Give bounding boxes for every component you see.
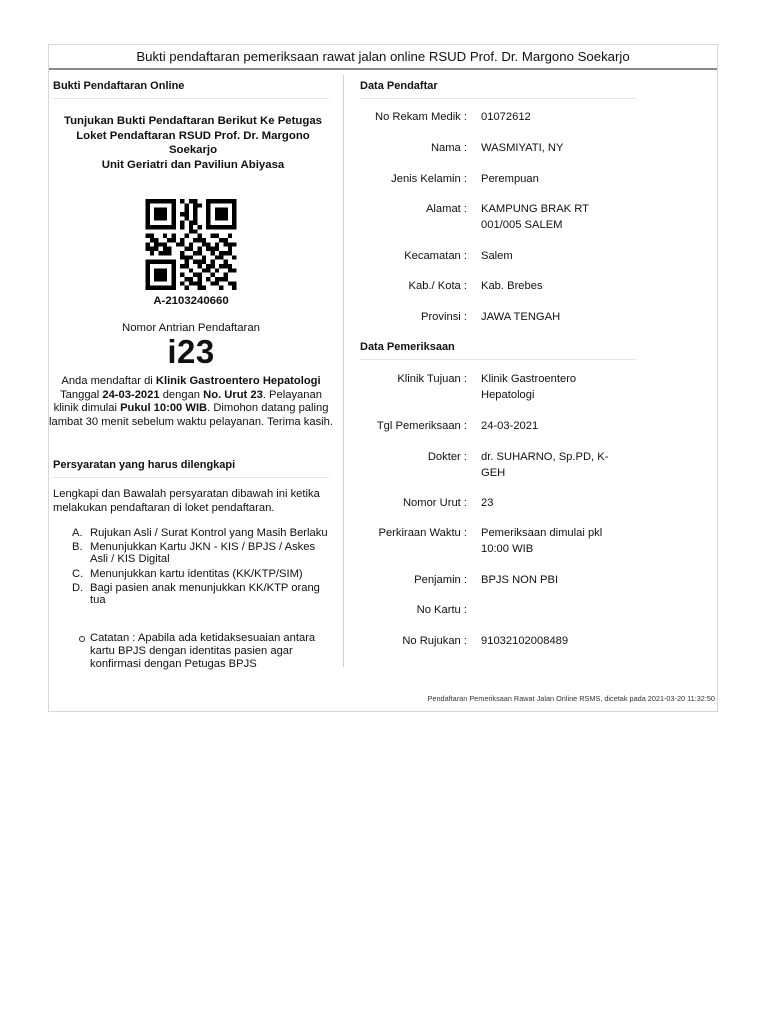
requirement-item [53, 527, 333, 539]
field-label: Perkiraan Waktu : [378, 527, 467, 539]
instruction-text: Tunjukan Bukti Pendaftaran Berikut Ke Petugas Loket Pendaftaran RSUD Prof. Dr. Margono Soekarjo [63, 115, 323, 156]
field-label: Nama : [430, 142, 467, 154]
item-text: Menunjukkan Kartu JKN - KIS / BPJS / Askes Asli / KIS Digital [90, 541, 316, 566]
section-title-requirements: Persyaratan yang harus dilengkapi [53, 459, 236, 471]
requirements-list [53, 527, 333, 606]
unit-name: Unit Geriatri dan Paviliun Abiyasa [101, 158, 285, 171]
field-label: Dokter : [427, 451, 467, 463]
field-label: No Rujukan : [402, 635, 467, 647]
order-number: No. Urut 23 [203, 388, 263, 401]
field-value: 91032102008489 [481, 635, 569, 647]
qr-code-icon [144, 199, 238, 290]
document-title: Bukti pendaftaran pemeriksaan rawat jalan online RSUD Prof. Dr. Margono Soekarjo [136, 49, 630, 64]
registration-receipt [48, 44, 718, 712]
field-label: Klinik Tujuan : [397, 373, 467, 385]
section-divider [53, 98, 329, 99]
exam-date: 24-03-2021 [102, 388, 160, 401]
field-value: 24-03-2021 [481, 420, 539, 432]
instruction-block [55, 114, 331, 172]
field-value: Pemeriksaan dimulai pkl 10:00 WIB [481, 527, 603, 555]
field-value: BPJS NON PBI [481, 574, 559, 586]
item-letter: C. [72, 567, 84, 580]
field-value: 01072612 [481, 111, 531, 123]
section-divider [53, 477, 329, 478]
field-label: Jenis Kelamin : [391, 173, 467, 185]
requirements-intro: Lengkapi dan Bawalah persyaratan dibawah ini ketika melakukan pendaftaran di loket pendaftaran. [53, 488, 320, 514]
requirements-note [53, 632, 333, 671]
field-value: 23 [481, 497, 494, 509]
item-letter: A. [72, 527, 83, 539]
clinic-name: Klinik Gastroentero Hepatologi [155, 375, 321, 387]
text: Anda mendaftar di [61, 375, 156, 387]
item-text: Bagi pasien anak menunjukkan KK/KTP orang tua [90, 581, 320, 607]
section-title-registrant: Data Pendaftar [360, 80, 438, 92]
field-value: dr. SUHARNO, Sp.PD, K-GEH [481, 451, 609, 479]
text: . Dimohon datang paling lambat 30 menit sebelum waktu pelayanan. Terima kasih. [49, 402, 333, 428]
section-divider [360, 359, 637, 360]
field-label: No Rekam Medik : [374, 111, 467, 123]
requirement-item [53, 541, 333, 565]
field-value: Klinik Gastroentero Hepatologi [481, 373, 577, 401]
field-label: Tgl Pemeriksaan : [376, 420, 467, 432]
section-title-examination: Data Pemeriksaan [360, 341, 455, 353]
field-value: JAWA TENGAH [481, 311, 561, 323]
field-label: No Kartu : [416, 604, 467, 616]
field-label: Kab./ Kota : [408, 280, 467, 292]
circle-bullet-icon [79, 636, 85, 642]
section-divider [360, 98, 637, 99]
text: dengan [159, 388, 204, 401]
queue-number-label: Nomor Antrian Pendaftaran [121, 322, 261, 334]
item-text: Menunjukkan kartu identitas (KK/KTP/SIM) [90, 567, 303, 580]
section-title-online-proof: Bukti Pendaftaran Online [53, 80, 185, 92]
item-text: Rujukan Asli / Surat Kontrol yang Masih Berlaku [90, 527, 328, 539]
requirement-item [53, 568, 333, 580]
field-value: WASMIYATI, NY [481, 142, 564, 154]
field-value: Perempuan [481, 173, 539, 185]
field-label: Nomor Urut : [402, 497, 467, 509]
item-letter: D. [72, 581, 84, 594]
note-text: Catatan : Apabila ada ketidaksesuaian antara kartu BPJS dengan identitas pasien agar konfirmasi dengan Petugas BPJS [90, 632, 316, 670]
requirement-item [53, 582, 333, 606]
field-value: Kab. Brebes [481, 280, 543, 292]
queue-number: i23 [167, 333, 215, 370]
title-divider [49, 68, 717, 70]
print-footer: Pendaftaran Pemeriksaan Rawat Jalan Online RSMS, dicetak pada 2021-03-20 11:32:50 [427, 694, 715, 703]
field-label: Provinsi : [420, 311, 467, 323]
text: . Pelayanan klinik dimulai [53, 388, 322, 414]
text: Tanggal [60, 388, 103, 401]
column-divider [343, 75, 344, 667]
item-letter: B. [72, 541, 83, 554]
booking-code: A-2103240660 [153, 295, 229, 307]
field-value: KAMPUNG BRAK RT 001/005 SALEM [481, 203, 589, 231]
registration-summary [49, 375, 333, 429]
field-value: Salem [481, 250, 513, 262]
field-label: Kecamatan : [404, 250, 467, 262]
field-label: Alamat : [425, 203, 467, 215]
field-label: Penjamin : [414, 574, 467, 586]
service-time: Pukul 10:00 WIB [120, 402, 208, 414]
